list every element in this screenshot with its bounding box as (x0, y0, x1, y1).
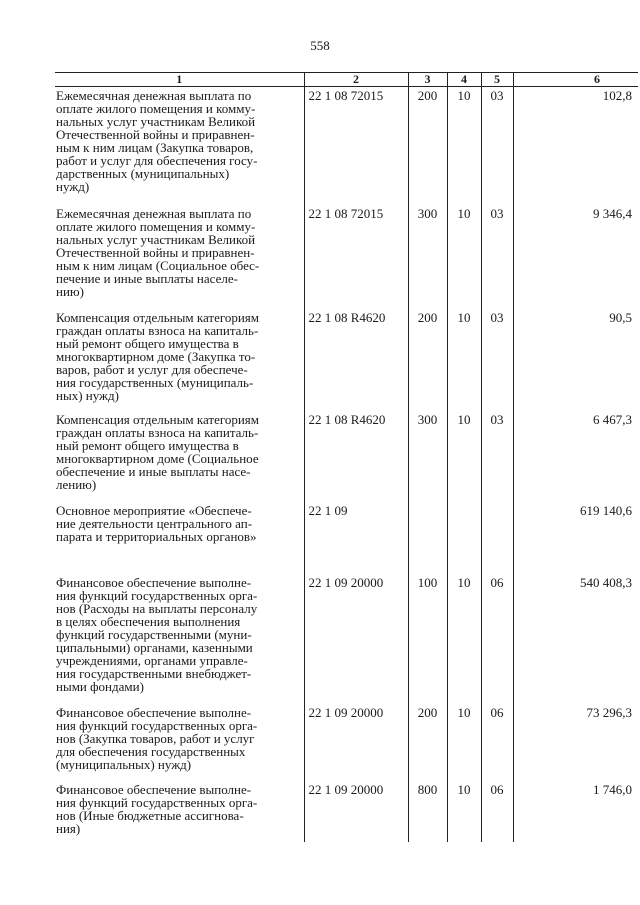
row-col-3: 300 (408, 411, 447, 502)
row-col-4: 10 (447, 411, 481, 502)
table-row (55, 781, 638, 843)
row-col-3: 800 (408, 781, 447, 843)
header-col-3: 3 (408, 73, 447, 87)
header-col-4: 4 (447, 73, 481, 87)
row-col-3: 100 (408, 574, 447, 704)
header-col-2: 2 (304, 73, 408, 87)
budget-table-container (55, 72, 638, 842)
table-row (55, 574, 638, 704)
row-code: 22 1 08 R4620 (304, 411, 408, 502)
row-amount: 73 296,3 (513, 704, 638, 781)
row-code: 22 1 08 R4620 (304, 309, 408, 411)
row-col-5: 03 (481, 411, 513, 502)
row-col-3: 200 (408, 87, 447, 205)
row-description: Компенсация отдельным категориям граждан оплаты взноса на капиталь- ный ремонт общего имущества в многоквартирном доме (Социальное обеспечение и иные выплаты насе- лению) (56, 411, 260, 492)
row-amount: 619 140,6 (513, 502, 638, 574)
row-description: Ежемесячная денежная выплата по оплате жилого помещения и комму- нальных услуг участникам Великой Отечественной войны и приравнен- ным к ним лицам (Закупка товаров, работ и услуг для обеспечения госу- дарственных (муниципальных) нужд) (56, 88, 258, 194)
row-col-5: 03 (481, 205, 513, 309)
row-col-5: 03 (481, 87, 513, 205)
row-col-5: 06 (481, 704, 513, 781)
row-amount: 9 346,4 (513, 205, 638, 309)
row-col-3: 200 (408, 704, 447, 781)
table-row (55, 704, 638, 781)
row-code: 22 1 08 72015 (304, 205, 408, 309)
row-description: Финансовое обеспечение выполне- ния функций государственных орга- нов (Иные бюджетные ассигнова- ния) (56, 781, 258, 836)
row-col-5: 06 (481, 781, 513, 843)
row-amount: 102,8 (513, 87, 638, 205)
row-col-4 (447, 502, 481, 574)
table-row (55, 411, 638, 502)
table-row (55, 502, 638, 574)
row-code: 22 1 08 72015 (304, 87, 408, 205)
row-amount: 540 408,3 (513, 574, 638, 704)
row-code: 22 1 09 (304, 502, 408, 574)
table-row (55, 309, 638, 411)
row-col-5 (481, 502, 513, 574)
table-row (55, 205, 638, 309)
row-code: 22 1 09 20000 (304, 574, 408, 704)
row-amount: 90,5 (513, 309, 638, 411)
table-header-row (55, 73, 638, 87)
row-col-3: 300 (408, 205, 447, 309)
row-col-4: 10 (447, 574, 481, 704)
page-number: 558 (310, 38, 330, 53)
row-col-4: 10 (447, 704, 481, 781)
row-description: Финансовое обеспечение выполне- ния функций государственных орга- нов (Закупка товаров, работ и услуг для обеспечения государственных (муниципальных) нужд) (56, 704, 258, 772)
row-col-5: 06 (481, 574, 513, 704)
row-col-5: 03 (481, 309, 513, 411)
row-code: 22 1 09 20000 (304, 781, 408, 843)
row-description: Компенсация отдельным категориям граждан оплаты взноса на капиталь- ный ремонт общего имущества в многоквартирном доме (Закупка то- варов, работ и услуг для обеспече- ния государственных (муниципаль- ных) нужд) (56, 309, 260, 403)
row-code: 22 1 09 20000 (304, 704, 408, 781)
row-col-4: 10 (447, 87, 481, 205)
header-col-5: 5 (481, 73, 513, 87)
row-col-4: 10 (447, 781, 481, 843)
budget-table (55, 72, 638, 842)
row-description: Ежемесячная денежная выплата по оплате жилого помещения и комму- нальных услуг участникам Великой Отечественной войны и приравнен- ным к ним лицам (Социальное обес- печение и иные выплаты населе- нию) (56, 205, 260, 299)
header-col-1: 1 (55, 73, 304, 87)
row-amount: 1 746,0 (513, 781, 638, 843)
row-col-4: 10 (447, 205, 481, 309)
row-description: Финансовое обеспечение выполне- ния функций государственных орга- нов (Расходы на выплаты персоналу в целях обеспечения выполнения функций государственными (муни- ципальными) органами, казенными учреждениями, органами управле- ния государственными внебюджет- ными фондами) (56, 574, 258, 694)
table-row (55, 87, 638, 205)
header-col-6: 6 (513, 73, 638, 87)
row-amount: 6 467,3 (513, 411, 638, 502)
row-description: Основное мероприятие «Обеспече- ние деятельности центрального ап- парата и территориальных органов» (56, 502, 257, 544)
row-col-3 (408, 502, 447, 574)
row-col-3: 200 (408, 309, 447, 411)
row-col-4: 10 (447, 309, 481, 411)
